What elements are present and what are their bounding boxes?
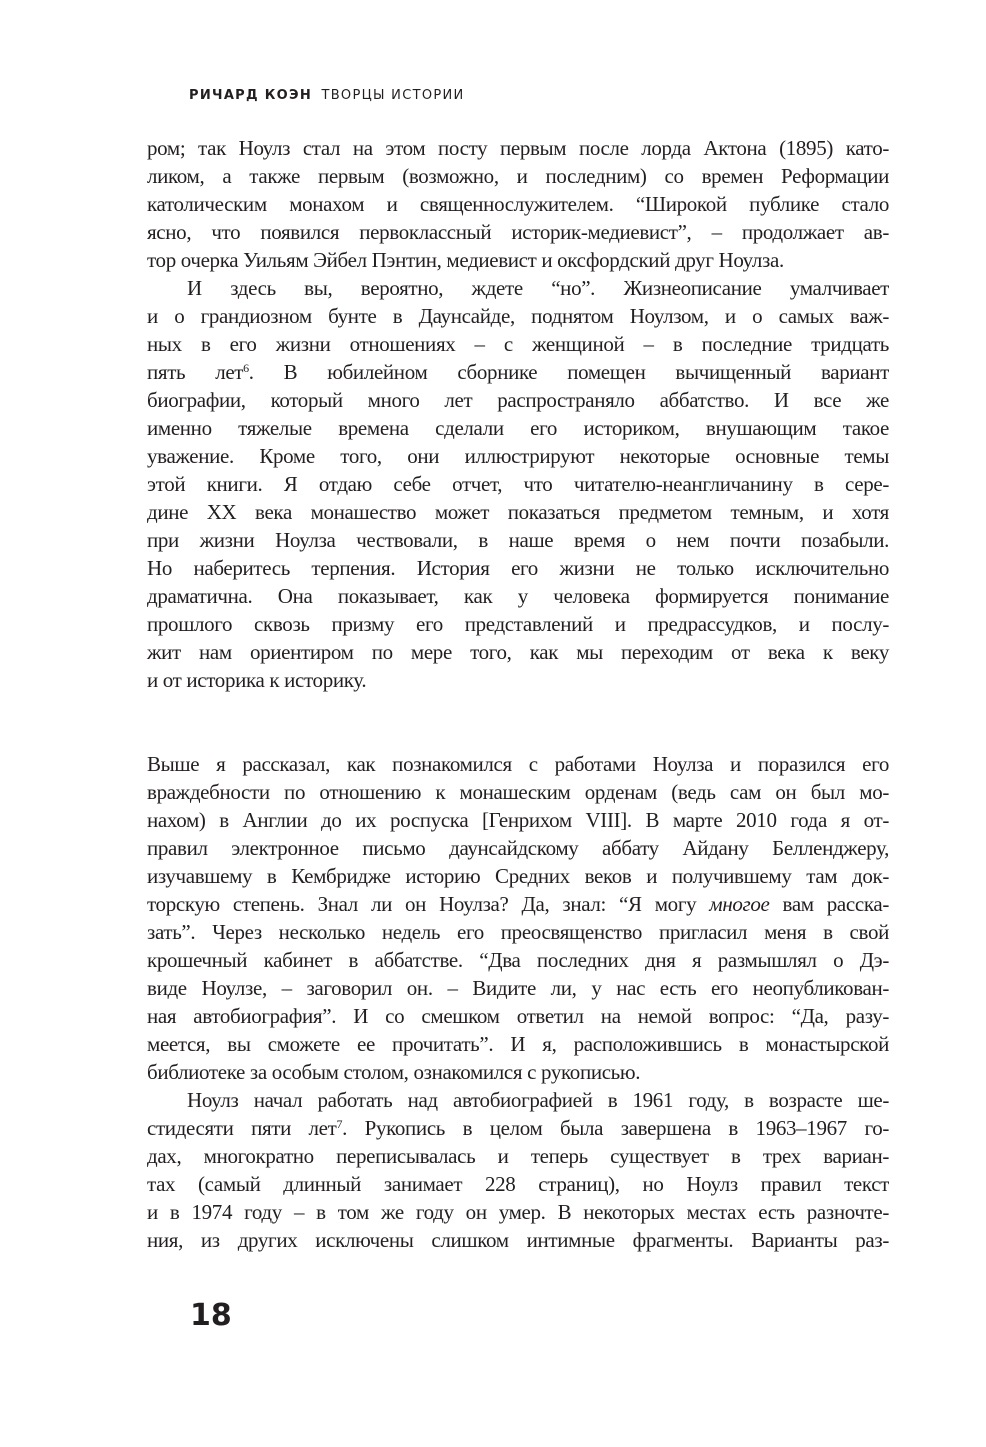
text-line: нахом) в Англии до их роспуска [Генрихом VIII]. В марте 2010 года я от- xyxy=(147,808,889,832)
text-line: именно тяжелые времена сделали его историком, внушающим такое xyxy=(147,416,889,440)
text-line: биографии, который много лет распространяло аббатство. И все же xyxy=(147,388,889,412)
text-fragment: вам расска- xyxy=(769,892,889,916)
text-line: виде Ноулзе, – заговорил он. – Видите ли, у нас есть его неопубликован- xyxy=(147,976,889,1000)
text-line-with-italic xyxy=(147,890,889,918)
text-line: ная автобиография”. И со смешком ответил на немой вопрос: “Да, разу- xyxy=(147,1004,889,1028)
footnote-ref[interactable]: 7 xyxy=(336,1117,343,1131)
text-line: Но наберитесь терпения. История его жизни не только исключительно xyxy=(147,556,889,580)
text-fragment: торскую степень. Знал ли он Ноулза? Да, знал: “Я могу xyxy=(147,892,710,916)
text-line: изучавшему в Кембридже историю Средних веков и получившему там док- xyxy=(147,864,889,888)
running-head-book-title: ТВОРЦЫ ИСТОРИИ xyxy=(321,88,465,103)
text-line: зать”. Через несколько недель его преосвященство пригласил меня в свой xyxy=(147,920,889,944)
section-first-line: Выше я рассказал, как познакомился с работами Ноулза и поразился его xyxy=(147,752,889,776)
paragraph-first-line: И здесь вы, вероятно, ждете “но”. Жизнеописание умалчивает xyxy=(187,276,889,300)
text-line: ром; так Ноулз стал на этом посту первым после лорда Актона (1895) като- xyxy=(147,136,889,160)
text-line: крошечный кабинет в аббатстве. “Два последних дня я размышлял о Дэ- xyxy=(147,948,889,972)
text-line: тах (самый длинный занимает 228 страниц), но Ноулз правил текст xyxy=(147,1172,889,1196)
text-line: этой книги. Я отдаю себе отчет, что читателю-неангличанину в сере- xyxy=(147,472,889,496)
text-line: библиотеке за особым столом, ознакомился с рукописью. xyxy=(147,1060,641,1084)
text-line: ликом, а также первым (возможно, и последним) со времен Реформации xyxy=(147,164,889,188)
text-line: дине XX века монашество может показаться предметом темным, и хотя xyxy=(147,500,889,524)
text-line: прошлого сквозь призму его представлений и предрассудков, и послу- xyxy=(147,612,889,636)
text-line: драматична. Она показывает, как у человека формируется понимание xyxy=(147,584,889,608)
text-line: при жизни Ноулза чествовали, в наше время о нем почти позабыли. xyxy=(147,528,889,552)
text-line: ных в его жизни отношениях – с женщиной – в последние тридцать xyxy=(147,332,889,356)
text-fragment: . Рукопись в целом была завершена в 1963–1967 го- xyxy=(342,1116,890,1140)
italic-emphasis: многое xyxy=(709,892,770,916)
text-line: тор очерка Уильям Эйбел Пэнтин, медиевист и оксфордский друг Ноулза. xyxy=(147,248,784,272)
running-head xyxy=(189,88,465,103)
text-fragment: . В юбилейном сборнике помещен вычищенный вариант xyxy=(248,360,889,384)
page-number: 18 xyxy=(190,1298,232,1333)
text-line: враждебности по отношению к монашеским орденам (ведь сам он был мо- xyxy=(147,780,889,804)
text-line: и от историка к историку. xyxy=(147,668,367,692)
text-line: правил электронное письмо даунсайдскому аббату Айдану Белленджеру, xyxy=(147,836,889,860)
text-line: и о грандиозном бунте в Даунсайде, поднятом Ноулзом, и о самых важ- xyxy=(147,304,889,328)
text-line: ния, из других исключены слишком интимные фрагменты. Варианты раз- xyxy=(147,1228,889,1252)
text-line: меется, вы сможете ее прочитать”. И я, расположившись в монастырской xyxy=(147,1032,889,1056)
text-fragment: стидесяти пяти лет xyxy=(147,1116,337,1140)
text-line-with-footnote xyxy=(147,358,889,386)
text-line: жит нам ориентиром по мере того, как мы переходим от века к веку xyxy=(147,640,889,664)
text-fragment: пять лет xyxy=(147,360,244,384)
text-line: дах, многократно переписывалась и теперь существует в трех вариан- xyxy=(147,1144,889,1168)
text-line: католическим монахом и священнослужителем. “Широкой публике стало xyxy=(147,192,889,216)
text-line: и в 1974 году – в том же году он умер. В некоторых местах есть разночте- xyxy=(147,1200,889,1224)
text-line: уважение. Кроме того, они иллюстрируют некоторые основные темы xyxy=(147,444,889,468)
text-line: ясно, что появился первоклассный историк-медиевист”, – продолжает ав- xyxy=(147,220,889,244)
footnote-ref[interactable]: 6 xyxy=(243,361,249,375)
paragraph-first-line: Ноулз начал работать над автобиографией в 1961 году, в возрасте ше- xyxy=(187,1088,889,1112)
text-line-with-footnote xyxy=(147,1114,889,1142)
running-head-author: РИЧАРД КОЭН xyxy=(189,88,313,103)
